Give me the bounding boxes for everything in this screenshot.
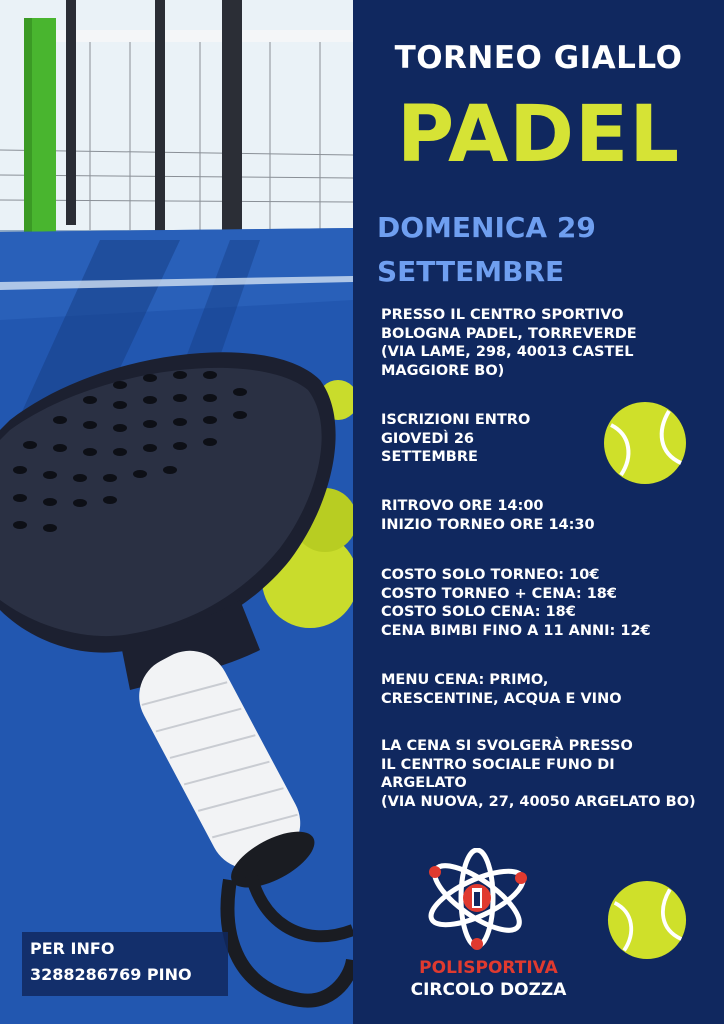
schedule-block (381, 497, 701, 534)
registration-line: GIOVEDÌ 26 (381, 430, 475, 447)
event-date-line1: DOMENICA 29 (377, 211, 596, 244)
location-block (381, 306, 701, 380)
dinner-venue-line: ARGELATO (381, 775, 467, 791)
title-small: TORNEO GIALLO (394, 40, 683, 76)
menu-line: MENU CENA: PRIMO, (381, 672, 549, 688)
schedule-line: RITROVO ORE 14:00 (381, 498, 544, 514)
logo-text-circolo: CIRCOLO DOZZA (410, 980, 567, 1000)
contact-info-box (22, 932, 228, 996)
price-line: COSTO SOLO CENA: 18€ (381, 604, 576, 620)
contact-label: PER INFO (30, 939, 115, 958)
info-panel (353, 0, 724, 1024)
dinner-venue-line: LA CENA SI SVOLGERÀ PRESSO (381, 738, 633, 754)
logo-text-polisportiva: POLISPORTIVA (419, 958, 558, 978)
contact-phone: 3288286769 PINO (30, 965, 192, 984)
location-line: MAGGIORE BO) (381, 362, 505, 379)
location-line: BOLOGNA PADEL, TORREVERDE (381, 325, 637, 342)
schedule-line: INIZIO TORNEO ORE 14:30 (381, 516, 595, 533)
location-line: PRESSO IL CENTRO SPORTIVO (381, 307, 624, 323)
event-date (377, 206, 707, 294)
polisportiva-logo-icon (421, 848, 533, 950)
dinner-venue-block (381, 737, 701, 811)
title-big: PADEL (396, 90, 681, 180)
location-line: (VIA LAME, 298, 40013 CASTEL (381, 344, 634, 360)
price-line: COSTO SOLO TORNEO: 10€ (381, 567, 600, 583)
price-line: COSTO TORNEO + CENA: 18€ (381, 585, 617, 602)
tennis-ball-icon (607, 880, 687, 960)
price-line: CENA BIMBI FINO A 11 ANNI: 12€ (381, 622, 651, 639)
tennis-ball-icon (603, 401, 687, 485)
event-date-line2: SETTEMBRE (377, 255, 565, 288)
menu-line: CRESCENTINE, ACQUA E VINO (381, 690, 622, 707)
dinner-venue-line: IL CENTRO SOCIALE FUNO DI (381, 756, 615, 773)
registration-line: SETTEMBRE (381, 449, 478, 465)
menu-block (381, 671, 701, 708)
dinner-venue-line: (VIA NUOVA, 27, 40050 ARGELATO BO) (381, 793, 696, 810)
registration-line: ISCRIZIONI ENTRO (381, 412, 531, 428)
padel-photo (0, 0, 353, 1024)
padel-court-illustration (0, 0, 353, 1024)
prices-block (381, 566, 701, 640)
